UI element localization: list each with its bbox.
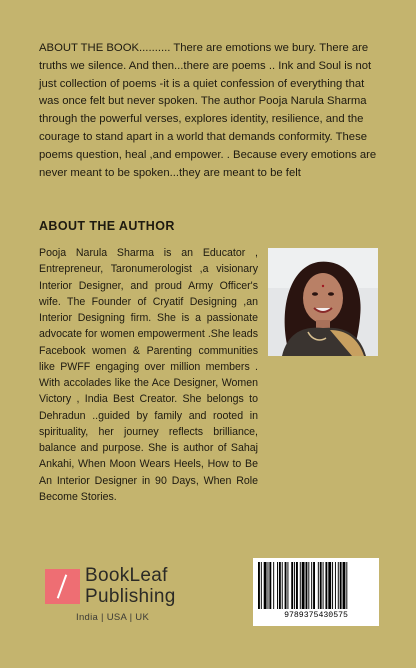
barcode-bars-icon [258, 562, 374, 609]
about-author-heading: ABOUT THE AUTHOR [39, 219, 175, 233]
publisher-regions: India | USA | UK [76, 612, 150, 623]
bookleaf-logo-icon [45, 569, 80, 604]
publisher-logo [45, 565, 225, 629]
author-photo [268, 248, 378, 356]
isbn-number: 9789375430575 [284, 611, 348, 620]
about-author-text: Pooja Narula Sharma is an Educator , Entrepreneur, Taronumerologist ,a visionary Interior Designer, and proud Army Officer's wife. The Founder of Cryatif Designing ,an Interior Designing firm. She is a passionate advocate for women empowerment .She leads Facebook women & Parenting communities like PWFF engaging over million members . With accolades like the Ace Designer, Women Victory , India Best Creator. She belongs to Dehradun ..guided by family and rooted in spirituality, her journey reflects brilliance, balance and purpose. She is author of Sahaj Ankahi, When Moon Wears Heels, How to Be An Interior Designer in 90 Days, When Role Become Stories. [39, 247, 258, 503]
publisher-name-line2: Publishing [85, 586, 176, 607]
barcode [253, 558, 379, 626]
publisher-name-line1: BookLeaf [85, 565, 168, 586]
about-book-text: ABOUT THE BOOK.......... There are emotions we bury. There are truths we silence. And then...there are poems .. Ink and Soul is not just collection of poems -it is a quiet confession of everything that was once felt but never spoken. The author Pooja Narula Sharma through the powerful verses, explores identity, resilience, and the courage to stand apart in a world that demands conformity. These poems question, heal ,and empower. . Because every emotions are never meant to be spoken...they are meant to be felt [39, 42, 377, 179]
